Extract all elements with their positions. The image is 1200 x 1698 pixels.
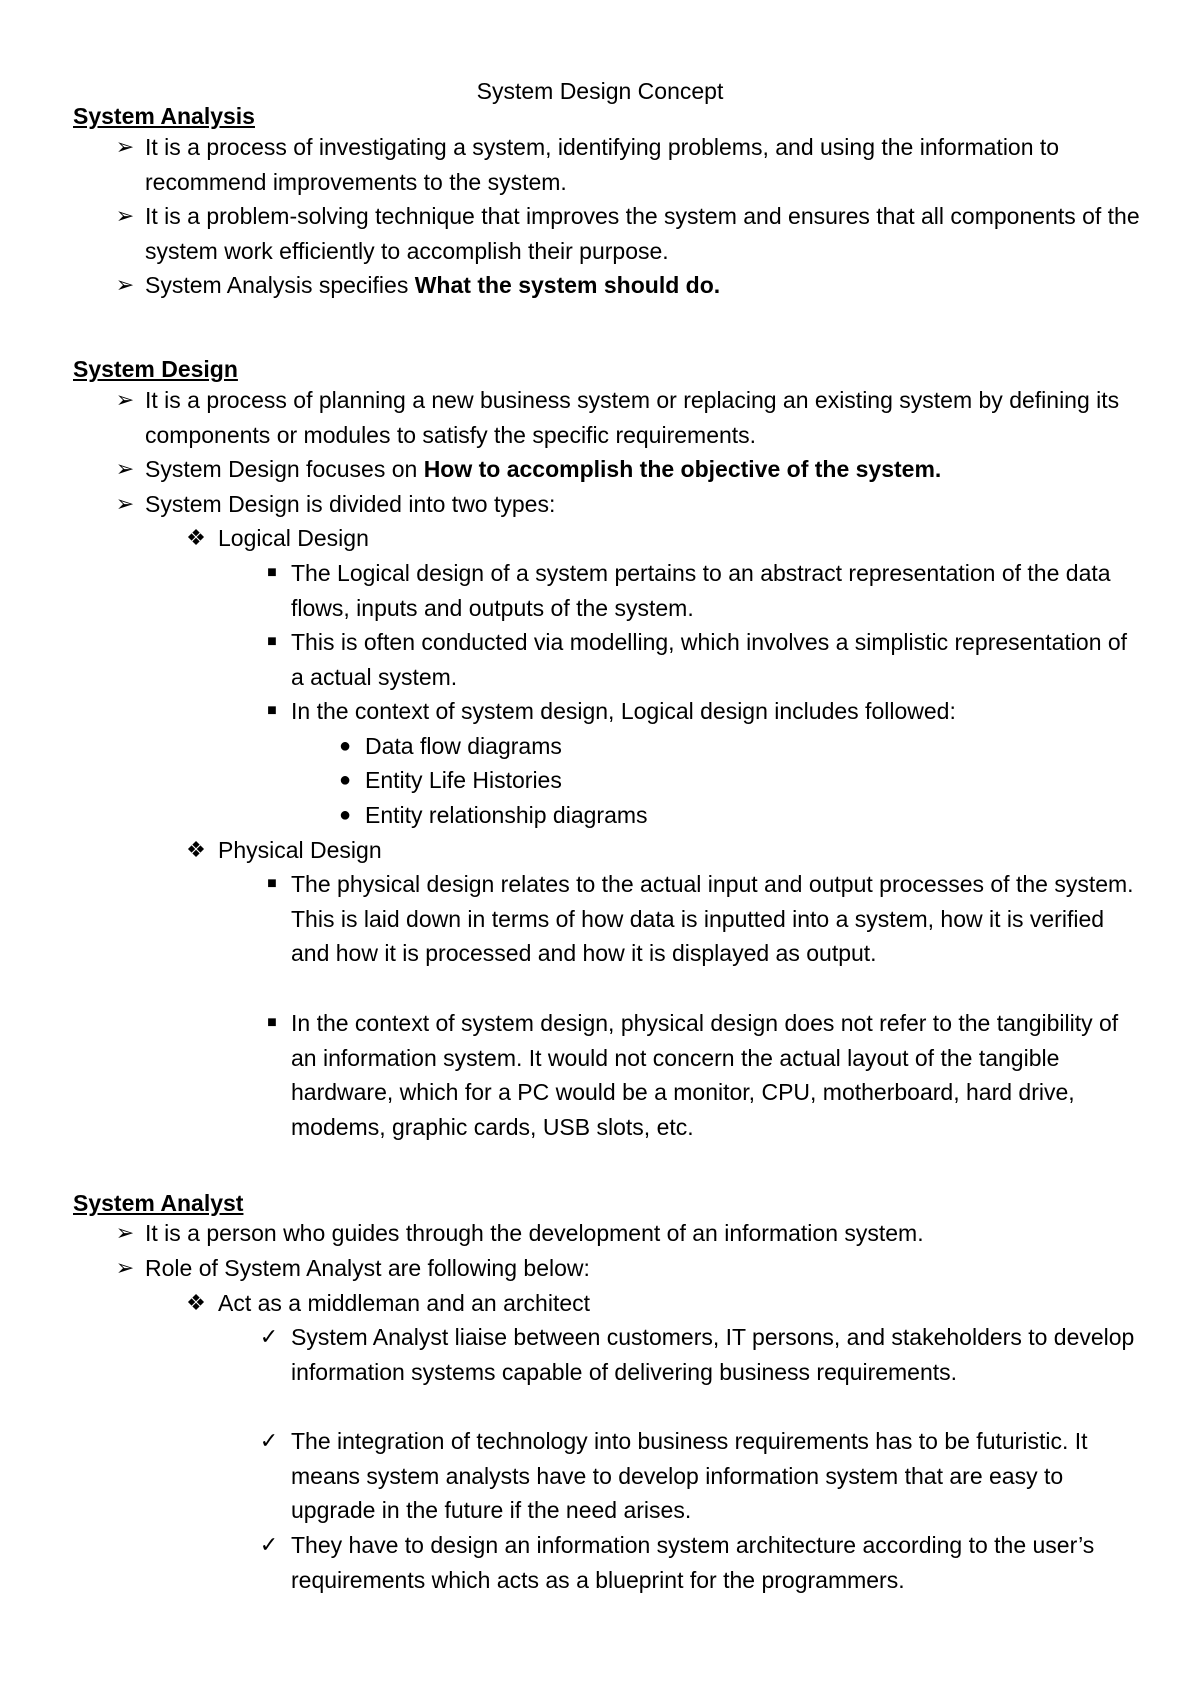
diamond-bullet-icon: ❖: [186, 525, 206, 550]
list-item: ● Entity relationship diagrams: [365, 798, 1065, 833]
arrow-bullet-icon: ➢: [115, 203, 135, 228]
arrow-bullet-icon: ➢: [115, 1220, 135, 1245]
square-bullet-icon: ■: [267, 633, 277, 650]
dot-bullet-icon: ●: [338, 769, 352, 791]
square-bullet-icon: ■: [267, 564, 277, 581]
check-icon: ✓: [259, 1324, 279, 1349]
square-bullet-icon: ■: [267, 875, 277, 892]
list-item: ➢ System Analysis specifies What the system should do.: [145, 268, 1145, 303]
diamond-bullet-icon: ❖: [186, 837, 206, 862]
arrow-bullet-icon: ➢: [115, 491, 135, 516]
list-item: ✓ System Analyst liaise between customers, IT persons, and stakeholders to develop information systems capable of delivering business requirements.: [291, 1320, 1141, 1389]
list-item: ● Data flow diagrams: [365, 729, 1065, 764]
list-item: ➢ It is a person who guides through the development of an information system.: [145, 1216, 1145, 1251]
list-item: ➢ System Design is divided into two types:: [145, 487, 1145, 522]
list-item: ✓ They have to design an information system architecture according to the user’s requirements which acts as a blueprint for the programmers.: [291, 1528, 1141, 1597]
list-item: ● Entity Life Histories: [365, 763, 1065, 798]
subsection-role: ❖ Act as a middleman and an architect: [218, 1286, 1118, 1321]
list-item: ➢ It is a process of investigating a system, identifying problems, and using the information to recommend improvements to the system.: [145, 130, 1145, 199]
arrow-bullet-icon: ➢: [115, 387, 135, 412]
section-heading-system-design: System Design: [73, 356, 238, 382]
subsection-logical-design: ❖ Logical Design: [218, 521, 1118, 556]
list-item: ■ In the context of system design, physical design does not refer to the tangibility of an information system. It would not concern the actual layout of the tangible hardware, which for a PC would be a monitor, CPU, motherboard, hard drive, modems, graphic cards, USB slots, etc.: [291, 1006, 1141, 1145]
check-icon: ✓: [259, 1428, 279, 1453]
diamond-bullet-icon: ❖: [186, 1290, 206, 1315]
list-item: ■ This is often conducted via modelling, which involves a simplistic representation of a actual system.: [291, 625, 1141, 694]
square-bullet-icon: ■: [267, 1014, 277, 1031]
list-item: ➢ System Design focuses on How to accomplish the objective of the system.: [145, 452, 1145, 487]
list-item: ■ In the context of system design, Logical design includes followed:: [291, 694, 1141, 729]
list-item: ➢ It is a process of planning a new business system or replacing an existing system by defining its components or modules to satisfy the specific requirements.: [145, 383, 1145, 452]
arrow-bullet-icon: ➢: [115, 456, 135, 481]
subsection-physical-design: ❖ Physical Design: [218, 833, 1118, 868]
square-bullet-icon: ■: [267, 702, 277, 719]
document-title: System Design Concept: [476, 78, 724, 104]
dot-bullet-icon: ●: [338, 804, 352, 826]
list-item: ■ The Logical design of a system pertains to an abstract representation of the data flows, inputs and outputs of the system.: [291, 556, 1141, 625]
arrow-bullet-icon: ➢: [115, 1255, 135, 1280]
list-item: ■ The physical design relates to the actual input and output processes of the system. This is laid down in terms of how data is inputted into a system, how it is verified and how it is processed and how it is displayed as output.: [291, 867, 1141, 971]
arrow-bullet-icon: ➢: [115, 134, 135, 159]
check-icon: ✓: [259, 1532, 279, 1557]
list-item: ✓ The integration of technology into business requirements has to be futuristic. It means system analysts have to develop information system that are easy to upgrade in the future if the need arises.: [291, 1424, 1141, 1528]
section-heading-system-analyst: System Analyst: [73, 1190, 244, 1216]
dot-bullet-icon: ●: [338, 735, 352, 757]
list-item: ➢ It is a problem-solving technique that improves the system and ensures that all components of the system work efficiently to accomplish their purpose.: [145, 199, 1145, 268]
list-item: ➢ Role of System Analyst are following below:: [145, 1251, 1145, 1286]
section-heading-system-analysis: System Analysis: [73, 103, 255, 129]
arrow-bullet-icon: ➢: [115, 272, 135, 297]
